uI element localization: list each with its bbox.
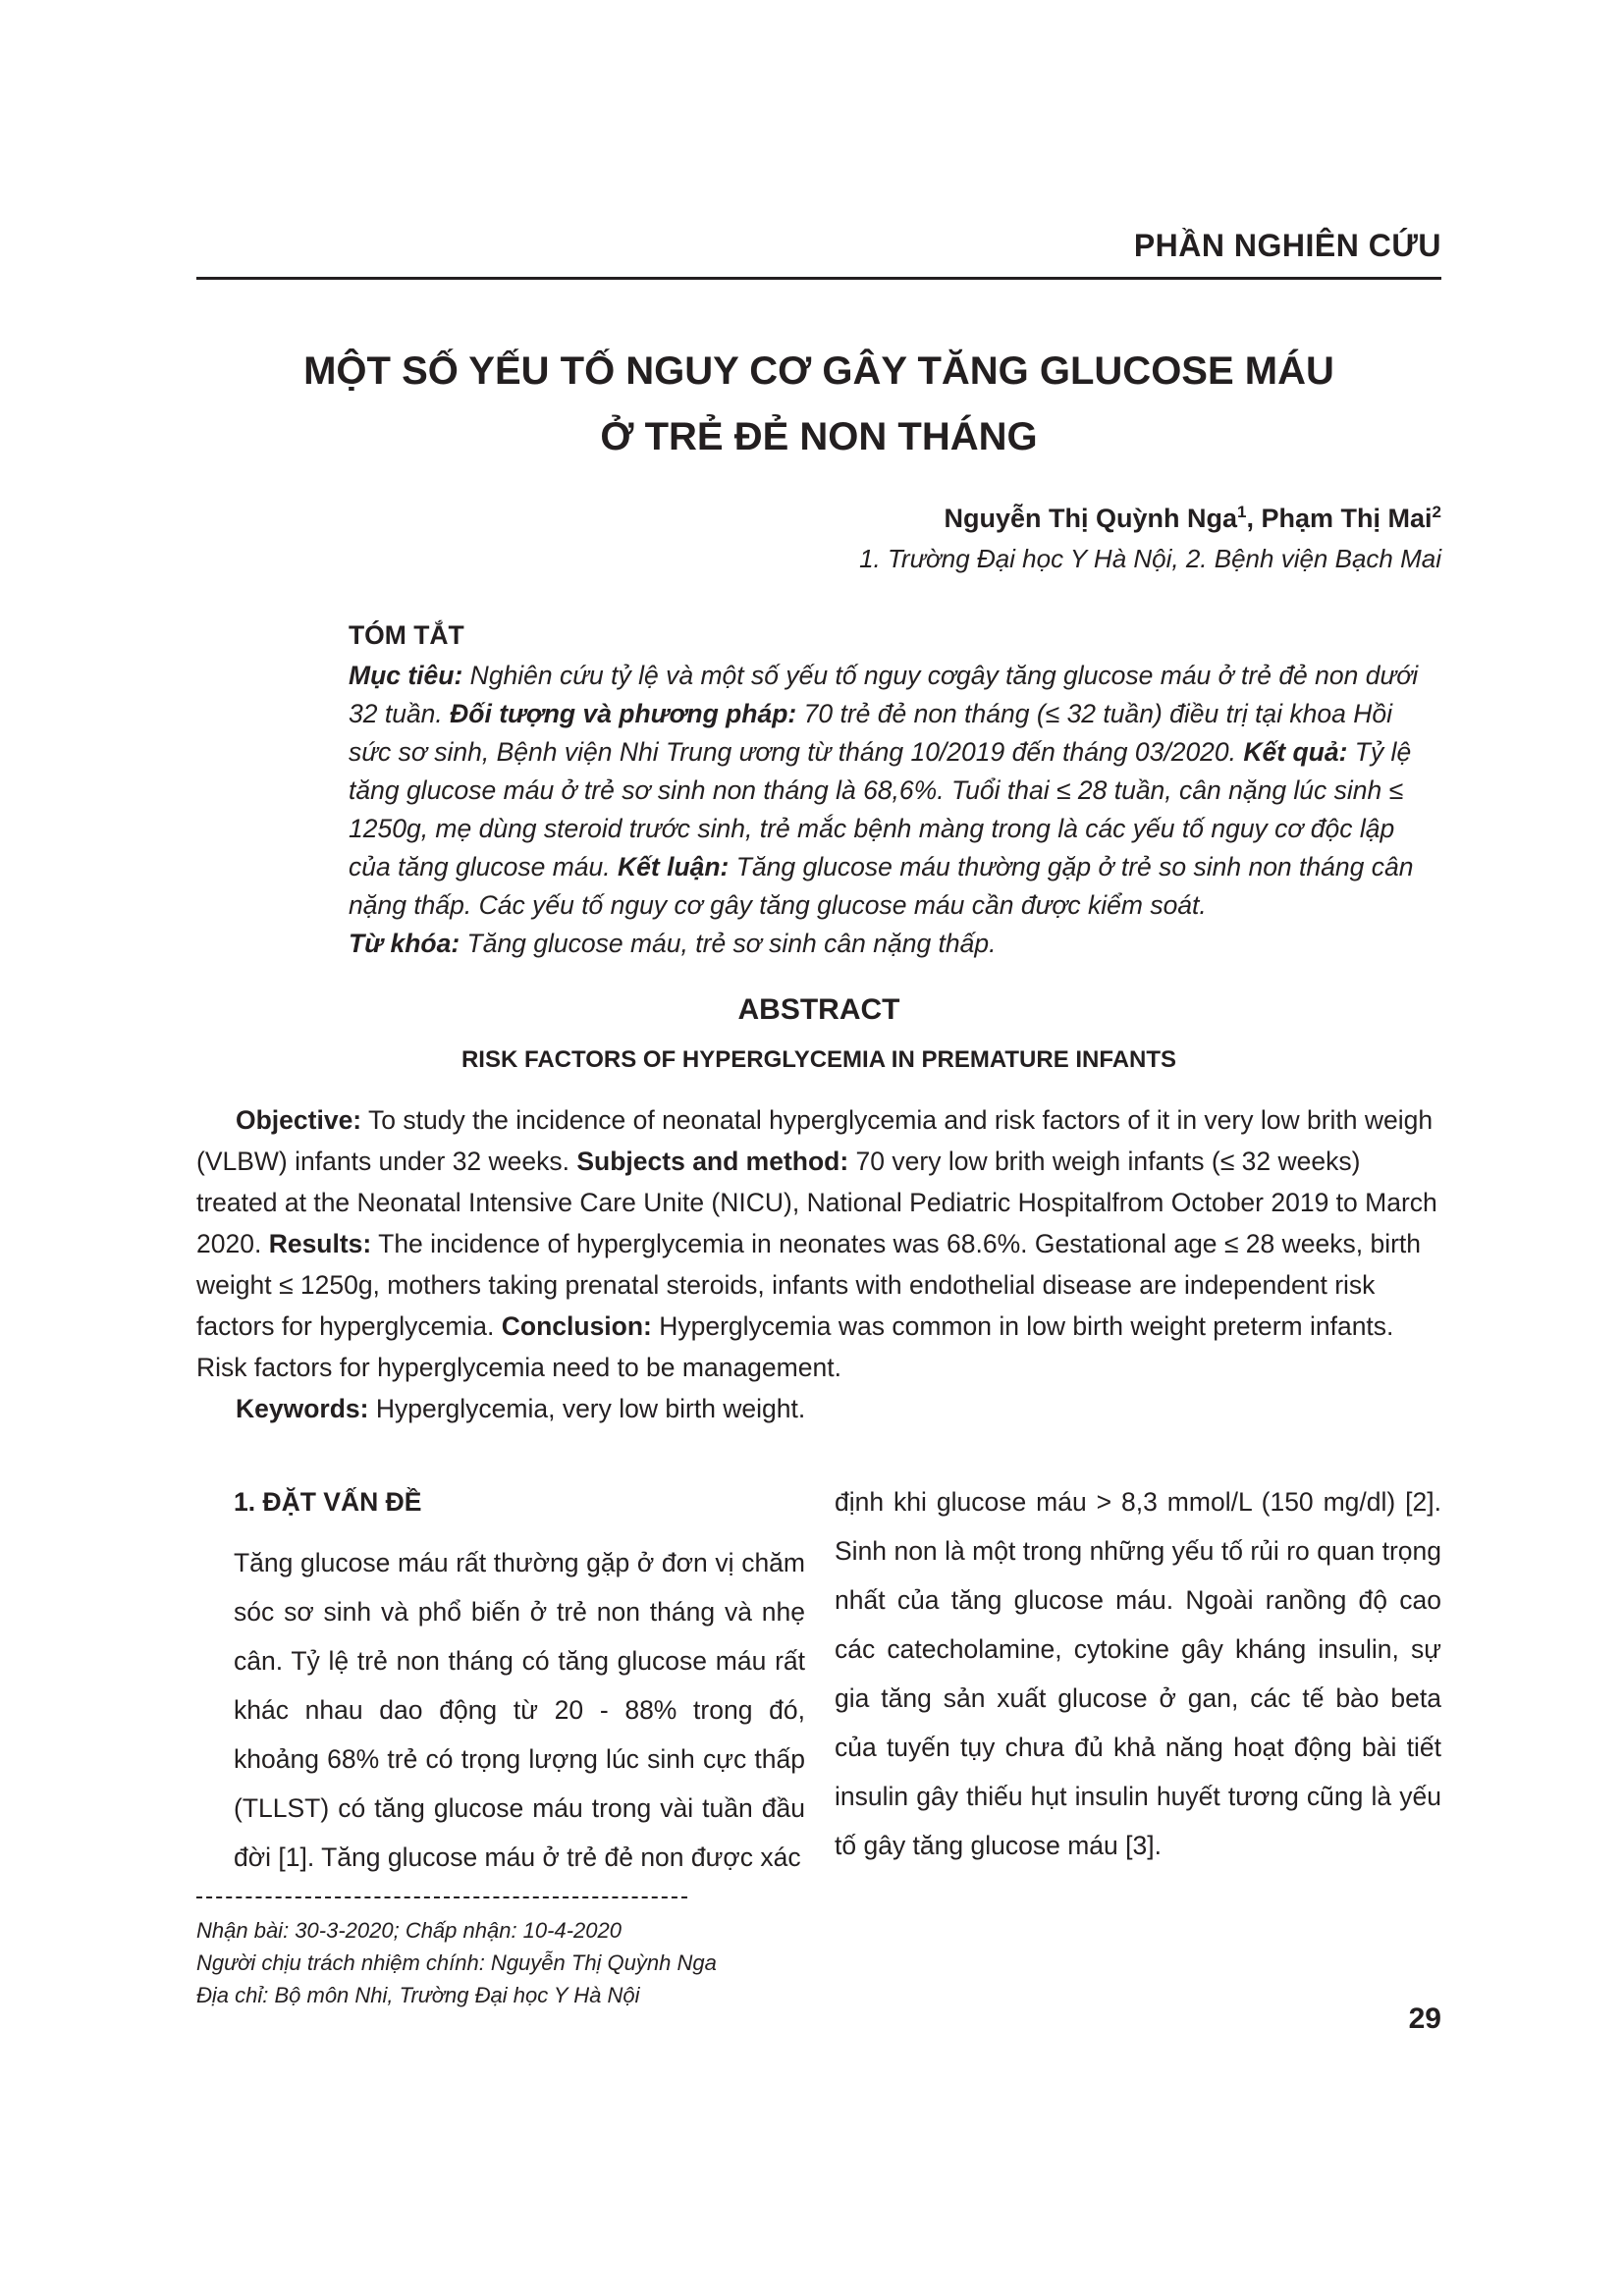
label-objective: Objective: bbox=[236, 1105, 362, 1135]
vn-keywords bbox=[349, 925, 1441, 963]
label-ket-qua: Kết quả: bbox=[1243, 737, 1348, 767]
text-ket-luan: Tăng glucose máu thường gặp ở trẻ so sinh non tháng cân nặng thấp. Các yếu tố nguy cơ gây tăng glucose máu cần được kiểm soát. bbox=[349, 852, 1414, 920]
label-tu-khoa: Từ khóa: bbox=[349, 929, 460, 958]
header-rule bbox=[196, 277, 1441, 280]
label-keywords: Keywords: bbox=[236, 1394, 369, 1423]
label-muc-tieu: Mục tiêu: bbox=[349, 661, 463, 690]
label-doi-tuong: Đối tượng và phương pháp: bbox=[450, 699, 797, 728]
footnote-separator bbox=[196, 1896, 687, 1898]
abstract-subtitle: RISK FACTORS OF HYPERGLYCEMIA IN PREMATURE INFANTS bbox=[460, 1046, 1177, 1073]
footnotes bbox=[196, 1914, 717, 2011]
body-left-paragraph: Tăng glucose máu rất thường gặp ở đơn vị chăm sóc sơ sinh và phổ biến ở trẻ non tháng và nhẹ cân. Tỷ lệ trẻ non tháng có tăng glucose máu rất khác nhau dao động từ 20 - 88% trong đó, khoảng 68% trẻ có trọng lượng lúc sinh cực thấp (TLLST) có tăng glucose máu trong vài tuần đầu đời [1]. Tăng glucose máu ở trẻ đẻ non được xác bbox=[234, 1548, 805, 1872]
article-title bbox=[196, 339, 1441, 470]
author-2-affil-mark: 2 bbox=[1432, 503, 1441, 521]
label-subjects: Subjects and method: bbox=[576, 1147, 849, 1176]
label-ket-luan: Kết luận: bbox=[618, 852, 730, 881]
vn-abstract-heading: TÓM TẮT bbox=[349, 620, 464, 650]
section-1-heading: 1. ĐẶT VẤN ĐỀ bbox=[234, 1487, 422, 1517]
label-results: Results: bbox=[268, 1229, 372, 1258]
text-doi-tuong: 70 trẻ đẻ non tháng (≤ 32 tuần) điều trị tại khoa Hồi sức sơ sinh, Bệnh viện Nhi Trung ương từ tháng 10/2019 đến tháng 03/2020. bbox=[349, 699, 1393, 767]
footnote-address: Địa chỉ: Bộ môn Nhi, Trường Đại học Y Hà Nội bbox=[196, 1983, 640, 2007]
text-objective: To study the incidence of neonatal hyperglycemia and risk factors of it in very low brith weigh (VLBW) infants under 32 weeks. bbox=[196, 1105, 1434, 1176]
author-1-affil-mark: 1 bbox=[1237, 503, 1247, 521]
text-conclusion: Hyperglycemia was common in low birth weight preterm infants. Risk factors for hyperglycemia need to be management. bbox=[196, 1311, 1394, 1382]
author-2: Phạm Thị Mai bbox=[1261, 504, 1433, 533]
footnote-received: Nhận bài: 30-3-2020; Chấp nhận: 10-4-2020 bbox=[196, 1918, 622, 1943]
label-conclusion: Conclusion: bbox=[501, 1311, 652, 1341]
text-muc-tieu: Nghiên cứu tỷ lệ và một số yếu tố nguy cơgây tăng glucose máu ở trẻ đẻ non dưới 32 tuần. bbox=[349, 661, 1419, 728]
author-1: Nguyễn Thị Quỳnh Nga bbox=[944, 504, 1238, 533]
text-tu-khoa: Tăng glucose máu, trẻ sơ sinh cân nặng thấp. bbox=[460, 929, 997, 958]
title-line-1: MỘT SỐ YẾU TỐ NGUY CƠ GÂY TĂNG GLUCOSE MÁU bbox=[303, 349, 1334, 393]
text-keywords: Hyperglycemia, very low birth weight. bbox=[368, 1394, 806, 1423]
vn-abstract-body bbox=[349, 657, 1441, 925]
page-number: 29 bbox=[1408, 2002, 1441, 2035]
body-right-paragraph: định khi glucose máu > 8,3 mmol/L (150 mg/dl) [2]. Sinh non là một trong những yếu tố rủi ro quan trọng nhất của tăng glucose máu. Ngoài ranồng độ cao các catecholamine, cytokine gây kháng insulin, sự gia tăng sản xuất glucose ở gan, các tế bào beta của tuyến tụy chưa đủ khả năng hoạt động bài tiết insulin gây thiếu hụt insulin huyết tương cũng là yếu tố gây tăng glucose máu [3]. bbox=[835, 1487, 1441, 1860]
text-subjects: 70 very low brith weigh infants (≤ 32 weeks) treated at the Neonatal Intensive Care Unite (NICU), National Pediatric Hospitalfrom October 2019 to March 2020. bbox=[196, 1147, 1437, 1258]
author-separator: , bbox=[1246, 504, 1262, 533]
title-line-2: Ở TRẺ ĐẺ NON THÁNG bbox=[600, 415, 1038, 458]
body-column-right bbox=[835, 1477, 1441, 1870]
en-keywords bbox=[196, 1388, 1441, 1429]
vietnamese-abstract bbox=[349, 616, 1441, 963]
affiliations: 1. Trường Đại học Y Hà Nội, 2. Bệnh viện Bạch Mai bbox=[859, 544, 1441, 573]
text-ket-qua: Tỷ lệ tăng glucose máu ở trẻ sơ sinh non tháng là 68,6%. Tuổi thai ≤ 28 tuần, cân nặng lúc sinh ≤ 1250g, mẹ dùng steroid trước sinh, trẻ mắc bệnh màng trong là các yếu tố nguy cơ độc lập của tăng glucose máu. bbox=[349, 737, 1412, 881]
section-label: PHẦN NGHIÊN CỨU bbox=[1133, 228, 1441, 263]
footnote-corresponding: Người chịu trách nhiệm chính: Nguyễn Thị Quỳnh Nga bbox=[196, 1950, 717, 1975]
abstract-heading: ABSTRACT bbox=[737, 993, 900, 1026]
authors bbox=[945, 503, 1442, 534]
en-abstract-body bbox=[196, 1099, 1441, 1388]
text-results: The incidence of hyperglycemia in neonates was 68.6%. Gestational age ≤ 28 weeks, birth weight ≤ 1250g, mothers taking prenatal steroids, infants with endothelial disease are independent risk factors for hyperglycemia. bbox=[196, 1229, 1422, 1341]
body-column-left bbox=[234, 1477, 805, 1882]
english-abstract bbox=[196, 1099, 1441, 1429]
